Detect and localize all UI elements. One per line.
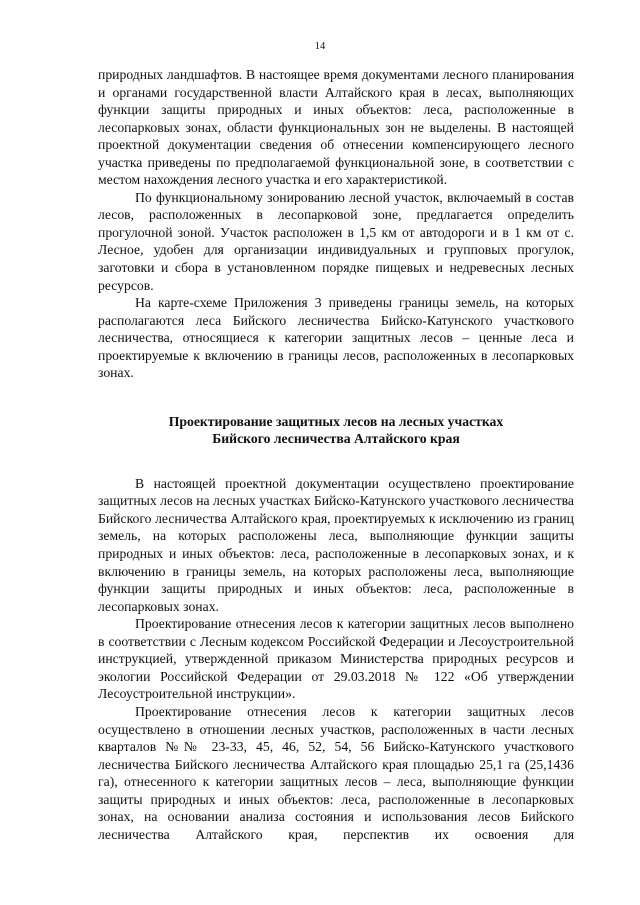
- paragraph: На карте-схеме Приложения 3 приведены границы земель, на которых располагаются леса Бийского лесничества Бийско-Катунского участкового лесничества, относящиеся к категории защитных лесов – ценные леса и проектируемые к включению в границы лесов, расположенных в лесопарковых зонах.: [98, 295, 574, 381]
- document-body: [98, 66, 574, 843]
- section-heading-line: Проектирование защитных лесов на лесных участках: [168, 413, 504, 429]
- paragraph-continued: Проектирование отнесения лесов к категории защитных лесов осуществлено в отношении лесных участков, расположенных в части лесных кварталов №№ 23-33, 45, 46, 52, 54, 56 Бийско-Катунского участкового лесничества Бийского лесничества Алтайского края площадью 25,1 га (25,1436 га), отнесенного к категории защитных лесов – леса, выполняющие функции защиты природных и иных объектов: леса, расположенные в лесопарковых зонах, на основании анализа состояния и использования лесов Бийского лесничества Алтайского края, перспектив их освоения для: [98, 703, 574, 842]
- paragraph: Проектирование отнесения лесов к категории защитных лесов выполнено в соответствии с Лесным кодексом Российской Федерации и Лесоустроительной инструкцией, утвержденной приказом Министерства природных ресурсов и экологии Российской Федерации от 29.03.2018 № 122 «Об утверждении Лесоустроительной инструкции».: [98, 616, 574, 702]
- section-heading: [98, 413, 574, 448]
- page-number: 14: [314, 41, 326, 52]
- paragraph: природных ландшафтов. В настоящее время документами лесного планирования и органами государственной власти Алтайского края в лесах, выполняющих функции защиты природных и иных объектов: леса, расположенные в лесопарковых зонах, области функциональных зон не выделены. В настоящей проектной документации сведения об отнесении компенсирующего лесного участка приведены по предполагаемой функциональной зоне, в соответствии с местом нахождения лесного участка и его характеристикой.: [98, 67, 574, 188]
- paragraph: В настоящей проектной документации осуществлено проектирование защитных лесов на лесных участках Бийско-Катунского участкового лесничества Бийского лесничества Алтайского края, проектируемых к исключению из границ земель, на которых расположены леса, выполняющие функции защиты природных и иных объектов: леса, расположенные в лесопарковых зонах, и к включению в границы земель, на которых расположены леса, выполняющие функции защиты природных и иных объектов: леса, расположенные в лесопарковых зонах.: [98, 475, 574, 614]
- paragraph: По функциональному зонированию лесной участок, включаемый в состав лесов, расположенных в лесопарковой зоне, предлагается определить прогулочной зоной. Участок расположен в 1,5 км от автодороги и в 1 км от с. Лесное, удобен для организации индивидуальных и групповых прогулок, заготовки и сбора в установленном порядке пищевых и недревесных лесных ресурсов.: [98, 189, 574, 293]
- section-heading-line: Бийского лесничества Алтайского края: [212, 431, 460, 447]
